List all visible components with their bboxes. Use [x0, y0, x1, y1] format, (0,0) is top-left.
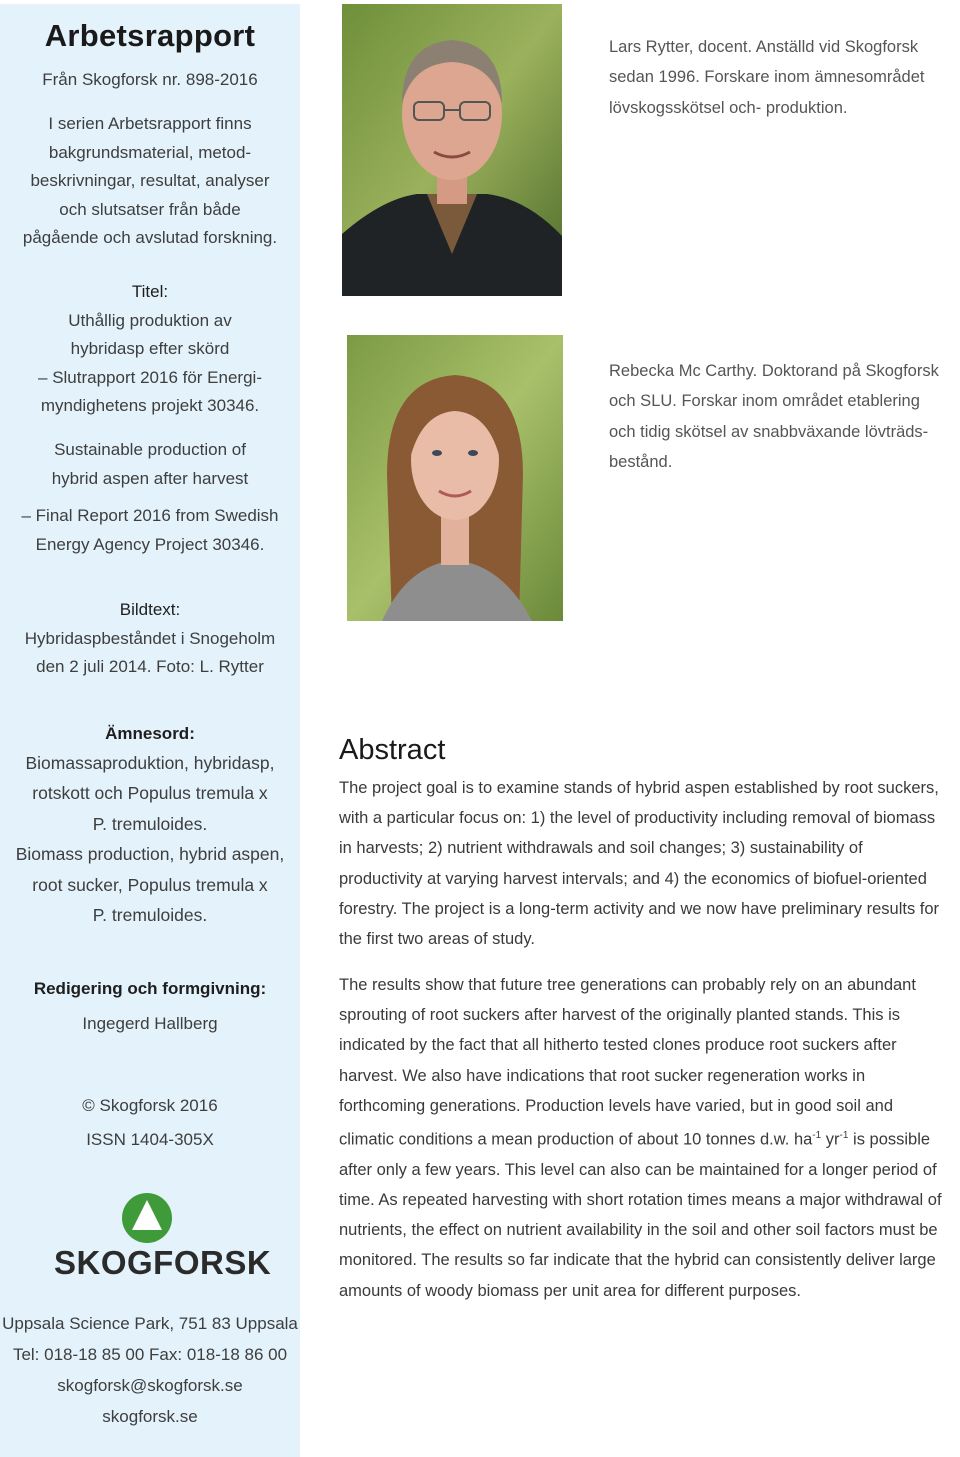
abstract-line: indicated by the fact that all hitherto tested clones produce root suckers after — [339, 1036, 897, 1055]
abstract-line: monitored. The results so far indicate that the hybrid can consistently deliver large — [339, 1251, 936, 1270]
abstract-line: The project goal is to examine stands of hybrid aspen established by root suckers, — [339, 779, 939, 797]
report-type-title: Arbetsrapport — [44, 18, 256, 53]
abstract-line: forthcoming generations. Production levels have varied, but in good soil and — [339, 1096, 894, 1115]
series-number: Från Skogforsk nr. 898-2016 — [42, 70, 258, 89]
title-sv-line: hybridasp efter skörd — [70, 339, 230, 358]
superscript: -1 — [839, 1130, 849, 1142]
author-bio-rebecka — [609, 356, 954, 478]
keyword-line: P. tremuloides. — [92, 905, 208, 926]
caption-label: Bildtext: — [119, 600, 181, 619]
title-sv-line: – Slutrapport 2016 för Energi- — [38, 367, 262, 387]
bio-line: sedan 1996. Forskare inom ämnesområdet — [609, 68, 925, 87]
abstract-paragraph-2 — [339, 970, 959, 1306]
title-en-line: hybrid aspen after harvest — [51, 468, 249, 488]
title-en-line: – Final Report 2016 from Swedish — [21, 506, 279, 525]
keywords-label: Ämnesord: — [105, 724, 195, 743]
caption-line: den 2 juli 2014. Foto: L. Rytter — [36, 657, 264, 676]
intro-line: och slutsatser från både — [59, 199, 241, 219]
title-en-section-2 — [0, 502, 300, 559]
abstract-paragraph-1 — [339, 773, 959, 954]
keyword-line: rotskott och Populus tremula x — [32, 783, 268, 804]
keyword-line: P. tremuloides. — [92, 813, 208, 834]
abstract-line: the first two areas of study. — [339, 930, 535, 949]
title-label: Titel: — [131, 282, 169, 301]
bio-line: Rebecka Mc Carthy. Doktorand på Skogforsk — [609, 362, 939, 380]
abstract-line: after only a few years. This level can also can be maintained for a longer period of — [339, 1160, 937, 1179]
caption-line: Hybridaspbeståndet i Snogeholm — [24, 628, 276, 648]
abstract-line: amounts of woody biomass per unit area for different purposes. — [339, 1281, 801, 1300]
units-text: yr — [821, 1130, 840, 1149]
abstract-line: forestry. The project is a long-term activity and we now have preliminary results for — [339, 899, 940, 918]
title-en-section — [0, 436, 300, 493]
website-link[interactable]: skogforsk.se — [102, 1407, 198, 1426]
keyword-line: Biomassaproduktion, hybridasp, — [25, 753, 275, 773]
copyright: © Skogforsk 2016 — [82, 1096, 218, 1115]
units-text: climatic conditions a mean production of about 10 tonnes d.w. ha — [339, 1130, 813, 1149]
title-sv-line: myndighetens projekt 30346. — [40, 396, 260, 415]
bio-line: Lars Rytter, docent. Anställd vid Skogforsk — [609, 38, 919, 56]
abstract-line-units — [339, 1121, 959, 1155]
author-photo-rebecka — [347, 335, 563, 621]
intro-line: I serien Arbetsrapport finns — [48, 114, 252, 133]
intro-line: pågående och avslutad forskning. — [22, 228, 278, 247]
abstract-line: in harvests; 2) nutrient withdrawals and soil changes; 3) sustainability of — [339, 839, 863, 858]
editing-label: Redigering och formgivning: — [33, 979, 267, 998]
abstract-line: The results show that future tree generations can probably rely on an abundant — [339, 976, 916, 994]
caption-section — [0, 596, 300, 682]
logo-wordmark: SKOGFORSK — [54, 1244, 272, 1281]
bio-line: och tidig skötsel av snabbväxande lövträds- — [609, 422, 929, 441]
contact-info — [0, 1308, 300, 1432]
author-photo-lars — [342, 4, 562, 296]
keywords — [0, 748, 300, 930]
title-section — [0, 278, 300, 421]
title-en-line: Energy Agency Project 30346. — [35, 534, 265, 554]
address: Uppsala Science Park, 751 83 Uppsala — [2, 1314, 298, 1333]
abstract-line: with a particular focus on: 1) the level of productivity including removal of biomass — [339, 809, 936, 828]
keyword-line: Biomass production, hybrid aspen, — [15, 844, 285, 865]
abstract-line: harvest. We also have indications that root sucker regeneration works in — [339, 1066, 866, 1085]
phone-fax: Tel: 018-18 85 00 Fax: 018-18 86 00 — [12, 1345, 288, 1364]
units-text: is possible — [848, 1130, 931, 1149]
editor-name: Ingegerd Hallberg — [82, 1014, 218, 1033]
bio-line: bestånd. — [609, 453, 673, 472]
superscript: -1 — [812, 1130, 822, 1142]
abstract-line: time. As repeated harvesting with short rotation times means a major withdrawal of — [339, 1190, 942, 1209]
abstract-line: sprouting of root suckers after harvest of the originally planted stands. This is — [339, 1006, 900, 1025]
bio-line: och SLU. Forskar inom området etablering — [609, 392, 920, 411]
abstract-line: nutrients, the effect on nutrient availability in the soil and other soil factors must be — [339, 1221, 938, 1240]
abstract-line: productivity at varying harvest intervals; and 4) the economics of biofuel-oriented — [339, 869, 927, 888]
intro-line: bakgrundsmaterial, metod- — [48, 142, 252, 162]
bio-line: lövskogsskötsel och- produktion. — [609, 98, 848, 117]
skogforsk-logo — [54, 1192, 272, 1282]
issn: ISSN 1404-305X — [86, 1130, 214, 1149]
title-en-line: Sustainable production of — [54, 440, 246, 459]
abstract-heading: Abstract — [339, 734, 446, 766]
keyword-line: root sucker, Populus tremula x — [32, 874, 268, 895]
series-intro — [0, 110, 300, 253]
email-link[interactable]: skogforsk@skogforsk.se — [57, 1376, 243, 1395]
author-bio-lars — [609, 32, 954, 123]
title-sv-line: Uthållig produktion av — [68, 310, 232, 330]
intro-line: beskrivningar, resultat, analyser — [30, 171, 270, 190]
